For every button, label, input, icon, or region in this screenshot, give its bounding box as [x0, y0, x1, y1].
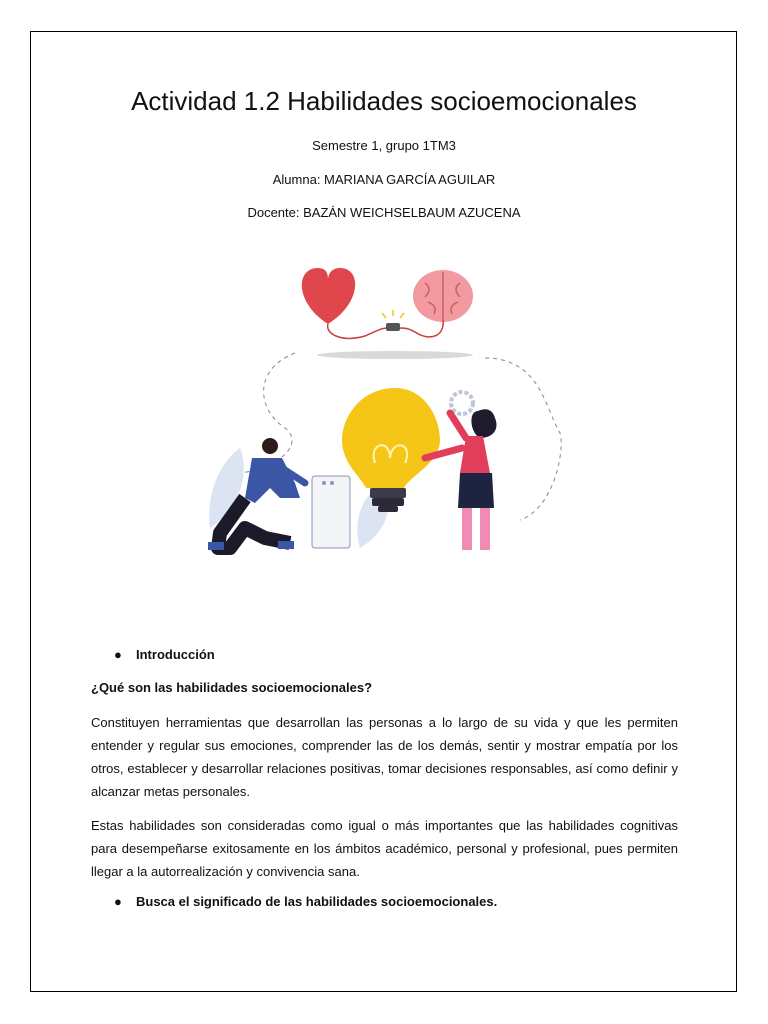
section-question: ¿Qué son las habilidades socioemocionales?: [91, 680, 373, 695]
student-line: Alumna: MARIANA GARCÍA AGUILAR: [272, 172, 496, 187]
dashed-curve: [240, 353, 295, 473]
teacher-line: Docente: BAZÁN WEICHSELBAUM AZUCENA: [247, 205, 521, 220]
light-bulb-icon: [342, 388, 440, 512]
control-panel: [312, 476, 350, 548]
bullet-dot: ●: [114, 894, 122, 909]
brain-icon: [413, 270, 473, 322]
plug-icon: [386, 323, 400, 331]
document-title: Actividad 1.2 Habilidades socioemocionales: [131, 86, 637, 116]
intro-bullet: [114, 647, 215, 662]
bullet-dot: ●: [114, 647, 122, 662]
paragraph-importance: Estas habilidades son consideradas como igual o más importantes que las habilidades cognitivas para desempeñarse exitosamente en los ámbitos académico, personal y profesional, pues permiten llegar a la autorrealización y convivencia sana.: [91, 818, 678, 879]
dashed-curve: [485, 358, 561, 520]
heart-icon: [302, 268, 355, 324]
intro-bullet-label: Introducción: [136, 647, 215, 662]
task-bullet: [114, 894, 497, 909]
brain-cable: [400, 320, 443, 337]
spark-icon: [382, 310, 404, 318]
shadow: [317, 351, 473, 359]
gear-icon: [451, 392, 473, 414]
socioemotional-illustration: [200, 258, 570, 558]
paragraph-definition: Constituyen herramientas que desarrollan las personas a lo largo de su vida y que les permiten entender y regular sus emociones, comprender las de los demás, sentir y mostrar empatía por los otros, establecer y desarrollar relaciones positivas, tomar decisiones responsables, así como definir y alcanzar metas personales.: [91, 715, 678, 799]
semester-line: Semestre 1, grupo 1TM3: [312, 138, 456, 153]
heart-cable: [328, 324, 388, 338]
task-bullet-label: Busca el significado de las habilidades socioemocionales.: [136, 894, 498, 909]
